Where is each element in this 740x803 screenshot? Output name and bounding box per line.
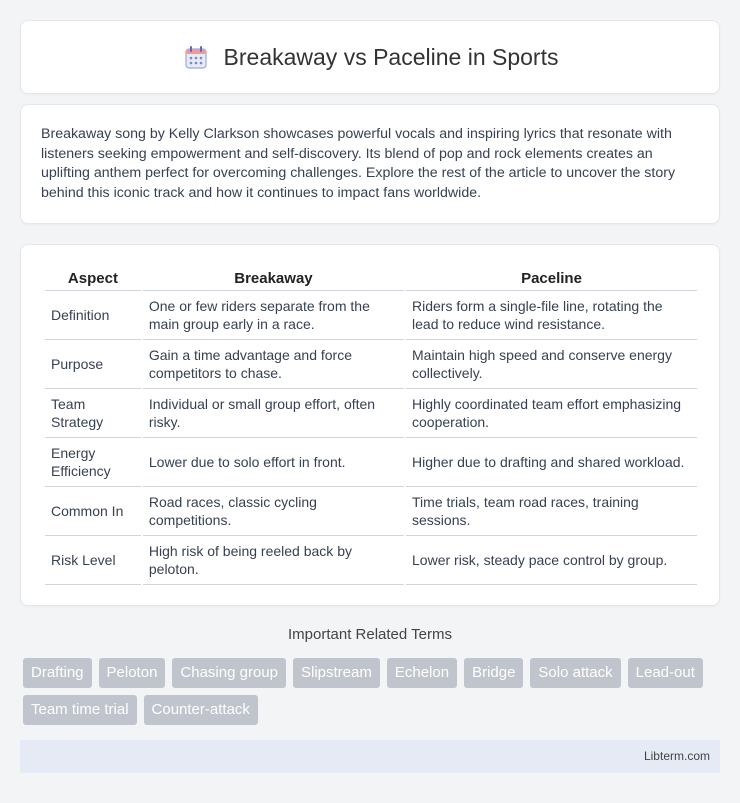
row-aspect: Risk Level: [45, 536, 141, 585]
row-aspect: Purpose: [45, 340, 141, 389]
comparison-table: [43, 265, 699, 585]
header-breakaway: Breakaway: [143, 265, 404, 291]
table-row: [45, 389, 697, 438]
row-paceline: Lower risk, steady pace control by group.: [406, 536, 697, 585]
row-breakaway: Individual or small group effort, often risky.: [143, 389, 404, 438]
tag-lead-out[interactable]: Lead-out: [628, 658, 703, 688]
related-terms-tags: [23, 658, 723, 725]
row-breakaway: High risk of being reeled back by peloton.: [143, 536, 404, 585]
row-breakaway: Lower due to solo effort in front.: [143, 438, 404, 487]
tag-slipstream[interactable]: Slipstream: [293, 658, 380, 688]
row-breakaway: One or few riders separate from the main group early in a race.: [143, 291, 404, 340]
comparison-table-card: [20, 244, 720, 606]
tag-drafting[interactable]: Drafting: [23, 658, 92, 688]
intro-text: Breakaway song by Kelly Clarkson showcases powerful vocals and inspiring lyrics that resonate with listeners seeking empowerment and self-discovery. Its blend of pop and rock elements creates an uplifting anthem perfect for overcoming challenges. Explore the rest of the article to uncover the story behind this iconic track and how it continues to impact fans worldwide.: [41, 126, 676, 201]
header-card: [20, 20, 720, 94]
footer-site-link[interactable]: Libterm.com: [643, 749, 710, 763]
row-paceline: Riders form a single-file line, rotating the lead to reduce wind resistance.: [406, 291, 697, 340]
table-row: [45, 291, 697, 340]
row-paceline: Maintain high speed and conserve energy collectively.: [406, 340, 697, 389]
table-row: [45, 340, 697, 389]
row-paceline: Time trials, team road races, training sessions.: [406, 487, 697, 536]
row-breakaway: Gain a time advantage and force competitors to chase.: [143, 340, 404, 389]
row-breakaway: Road races, classic cycling competitions.: [143, 487, 404, 536]
table-row: [45, 536, 697, 585]
row-aspect: Energy Efficiency: [45, 438, 141, 487]
table-row: [45, 438, 697, 487]
tag-chasing-group[interactable]: Chasing group: [172, 658, 286, 688]
tag-team-time-trial[interactable]: Team time trial: [23, 695, 137, 725]
title-wrap: [182, 43, 559, 71]
tag-solo-attack[interactable]: Solo attack: [530, 658, 620, 688]
footer: [20, 740, 720, 773]
tag-peloton[interactable]: Peloton: [99, 658, 166, 688]
tag-echelon[interactable]: Echelon: [387, 658, 457, 688]
row-aspect: Team Strategy: [45, 389, 141, 438]
table-header-row: [45, 265, 697, 291]
row-paceline: Highly coordinated team effort emphasizing cooperation.: [406, 389, 697, 438]
header-paceline: Paceline: [406, 265, 697, 291]
table-row: [45, 487, 697, 536]
row-paceline: Higher due to drafting and shared workload.: [406, 438, 697, 487]
row-aspect: Definition: [45, 291, 141, 340]
related-terms-title: Important Related Terms: [288, 626, 452, 643]
calendar-icon: [182, 43, 210, 71]
page-title: Breakaway vs Paceline in Sports: [223, 43, 559, 70]
header-aspect: Aspect: [45, 265, 141, 291]
row-aspect: Common In: [45, 487, 141, 536]
tag-bridge[interactable]: Bridge: [464, 658, 523, 688]
intro-card: [20, 104, 720, 224]
tag-counter-attack[interactable]: Counter-attack: [144, 695, 258, 725]
